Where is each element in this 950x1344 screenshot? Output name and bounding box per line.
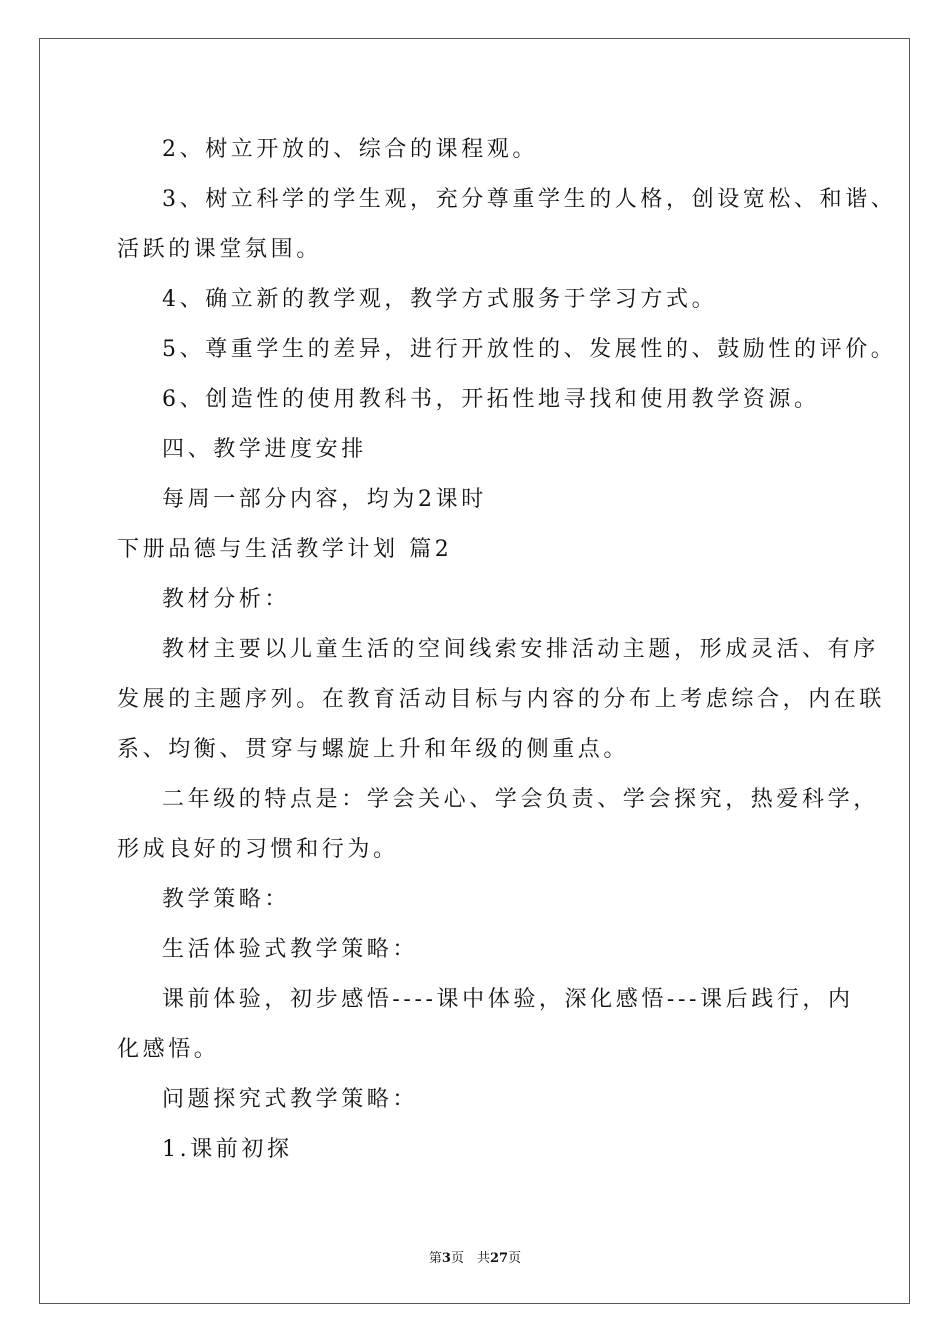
section-heading: 问题探究式教学策略： <box>162 1087 419 1112</box>
text-line: 6、创造性的使用教科书，开拓性地寻找和使用教学资源。 <box>162 387 820 412</box>
text-line: 4、确立新的教学观，教学方式服务于学习方式。 <box>162 287 718 312</box>
text-line: 系、均衡、贯穿与螺旋上升和年级的侧重点。 <box>117 737 630 762</box>
text-line: 教材主要以儿童生活的空间线索安排活动主题，形成灵活、有序 <box>162 637 879 662</box>
text-line: 课前体验，初步感悟----课中体验，深化感悟---课后践行，内 <box>162 987 854 1012</box>
text-line: 二年级的特点是：学会关心、学会负责、学会探究，热爱科学， <box>162 787 879 812</box>
section-heading: 生活体验式教学策略： <box>162 937 419 962</box>
page-border <box>39 38 910 1304</box>
text-line: 活跃的课堂氛围。 <box>117 237 322 262</box>
section-heading: 教学策略： <box>162 887 291 912</box>
article-title: 下册品德与生活教学计划 篇2 <box>117 537 453 562</box>
text-line: 每周一部分内容，均为2课时 <box>162 487 487 512</box>
footer-prefix: 第 <box>428 1251 442 1266</box>
text-line: 3、树立科学的学生观，充分尊重学生的人格，创设宽松、和谐、 <box>162 187 897 212</box>
text-line: 化感悟。 <box>117 1037 220 1062</box>
page-number-footer <box>0 1247 950 1266</box>
text-line: 2、树立开放的、综合的课程观。 <box>162 137 538 162</box>
section-heading: 教材分析： <box>162 587 291 612</box>
current-page-number: 3 <box>441 1251 451 1266</box>
text-line: 5、尊重学生的差异，进行开放性的、发展性的、鼓励性的评价。 <box>162 337 897 362</box>
section-heading: 四、教学进度安排 <box>162 437 367 462</box>
total-page-number: 27 <box>489 1251 509 1266</box>
footer-mid: 页 共 <box>450 1251 490 1266</box>
text-line: 发展的主题序列。在教育活动目标与内容的分布上考虑综合，内在联 <box>117 687 886 712</box>
footer-suffix: 页 <box>508 1251 522 1266</box>
text-line: 1.课前初探 <box>162 1137 293 1162</box>
text-line: 形成良好的习惯和行为。 <box>117 837 399 862</box>
